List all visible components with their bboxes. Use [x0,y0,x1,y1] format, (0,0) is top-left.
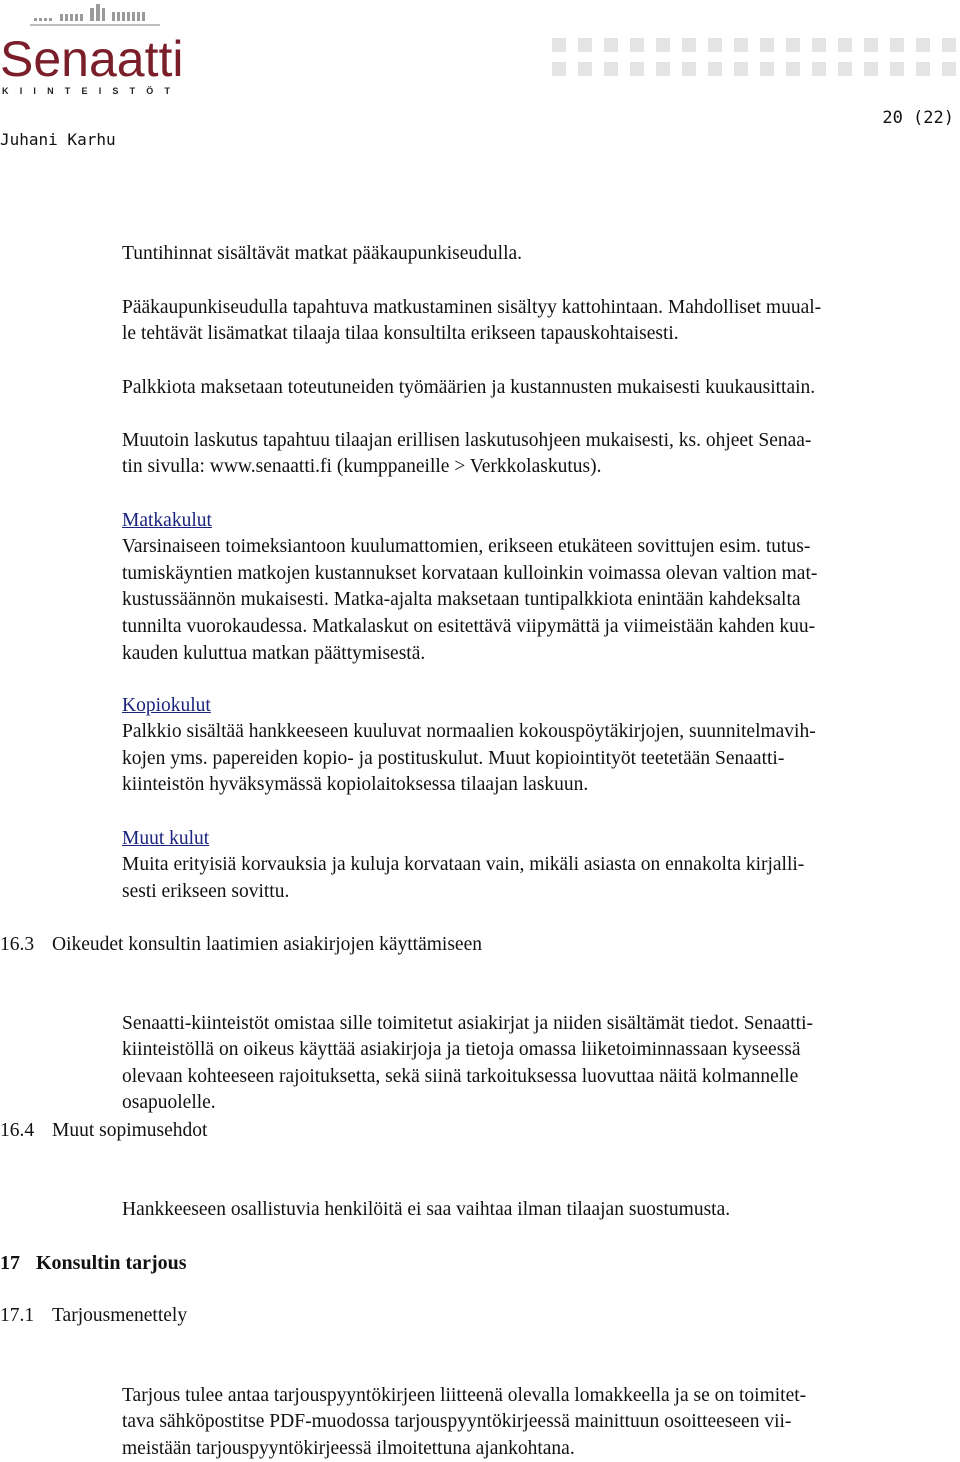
paragraph [122,268,952,348]
paragraph [122,1170,952,1223]
page-header [0,0,960,160]
section-number: 16.3 [0,934,35,955]
logo-wordmark: Senaatti [0,31,184,87]
paragraph-text: Muutoin laskutus tapahtuu tilaajan erillisen laskutusohjeen mukaisesti, ks. ohjeet Senaa- tin sivulla: www.senaatti.fi (kumppaneille > Verkkolaskutus). [122,429,812,478]
paragraph [122,348,952,401]
section-title: Konsultin tarjous [36,1252,187,1274]
author-name: Juhani Karhu [0,130,116,149]
paragraph-text: Palkkio sisältää hankkeeseen kuuluvat normaalien kokouspöytäkirjojen, suunnitelmavih- kojen yms. papereiden kopio- ja postituskulut. Muut kopiointityöt teetetään Senaatti- kiinteistön hyväksymässä kopiolaitoksessa tilaajan laskuun. [122,721,816,796]
senaatti-logo [0,0,190,104]
paragraph-text: Tarjous tulee antaa tarjouspyyntökirjeen liitteenä olevalla lomakkeella ja se on toimitet- tava sähköpostitse PDF-muodossa tarjouspyyntökirjeessä mainittuun osoitteeseen vii- meistään tarjouspyyntökirjeessä ilmoitettuna ajankohtana. [122,1384,807,1459]
section-number: 16.4 [0,1120,35,1141]
paragraph-text: Pääkaupunkiseudulla tapahtuva matkustaminen sisältyy kattohintaan. Mahdolliset muual- le tehtävät lisämatkat tilaaja tilaa konsultilta erikseen tapauskohtaisesti. [122,296,822,345]
paragraph-text: Senaatti-kiinteistöt omistaa sille toimitetut asiakirjat ja niiden sisältämät tiedot. Senaatti- kiinteistöllä on oikeus käyttää asiakirjoja ja tietoja omassa liiketoiminnassaan kyseessä olevaan kohteeseen rajoituksetta, sekä siinä tarkoituksessa luovuttaa näitä kolmannelle osapuolelle. [122,1012,814,1114]
paragraph-text: Tuntihinnat sisältävät matkat pääkaupunkiseudulla. [122,242,523,264]
section-number: 17.1 [0,1305,35,1326]
paragraph [122,984,952,1117]
paragraph [122,214,952,267]
section-number: 17 [0,1252,20,1274]
subheading-kopiokulut: Kopiokulut [122,694,211,716]
paragraph-text: Palkkiota maksetaan toteutuneiden työmäärien ja kustannusten mukaisesti kuukausittain. [122,376,816,398]
section-heading-16-3 [0,932,482,958]
paragraph-text: Muita erityisiä korvauksia ja kuluja korvataan vain, mikäli asiasta on ennakolta kirjalli- sesti erikseen sovittu. [122,854,805,902]
subheading-matkakulut: Matkakulut [122,509,212,531]
page-number: 20 (22) [882,108,954,128]
paragraph [122,1356,952,1462]
logo-subtitle: KIINTEISTÖT [2,86,182,96]
paragraph [122,401,952,481]
section-heading-16-4 [0,1118,207,1144]
section-heading-17 [0,1250,187,1276]
section-title: Muut sopimusehdot [52,1120,208,1141]
subheading-muut-kulut: Muut kulut [122,827,210,849]
paragraph-text: Varsinaiseen toimeksiantoon kuulumattomien, erikseen etukäteen sovittujen esim. tutus- tumiskäyntien matkojen kustannukset korvataan kulloinkin voimassa olevan valtion mat- kustussäännön mukaisesti. Matka-ajalta maksetaan tuntipalkkiota enintään kahdeksalta tunnilta vuorokaudessa. Matkalaskut on esitettävä viipymättä ja viimeistään kahden kuu- kauden kuluttua matkan päättymisestä. [122,536,818,664]
section-heading-17-1 [0,1303,187,1329]
paragraph-text: Hankkeeseen osallistuvia henkilöitä ei saa vaihtaa ilman tilaajan suostumusta. [122,1198,731,1220]
logo-bars-icon [30,0,160,30]
decorative-dot-grid [548,30,960,82]
paragraph-matkakulut [122,481,952,667]
paragraph-muut-kulut [122,799,952,905]
section-title: Oikeudet konsultin laatimien asiakirjojen käyttämiseen [52,934,482,955]
section-title: Tarjousmenettely [52,1305,188,1326]
paragraph-kopiokulut [122,666,952,799]
